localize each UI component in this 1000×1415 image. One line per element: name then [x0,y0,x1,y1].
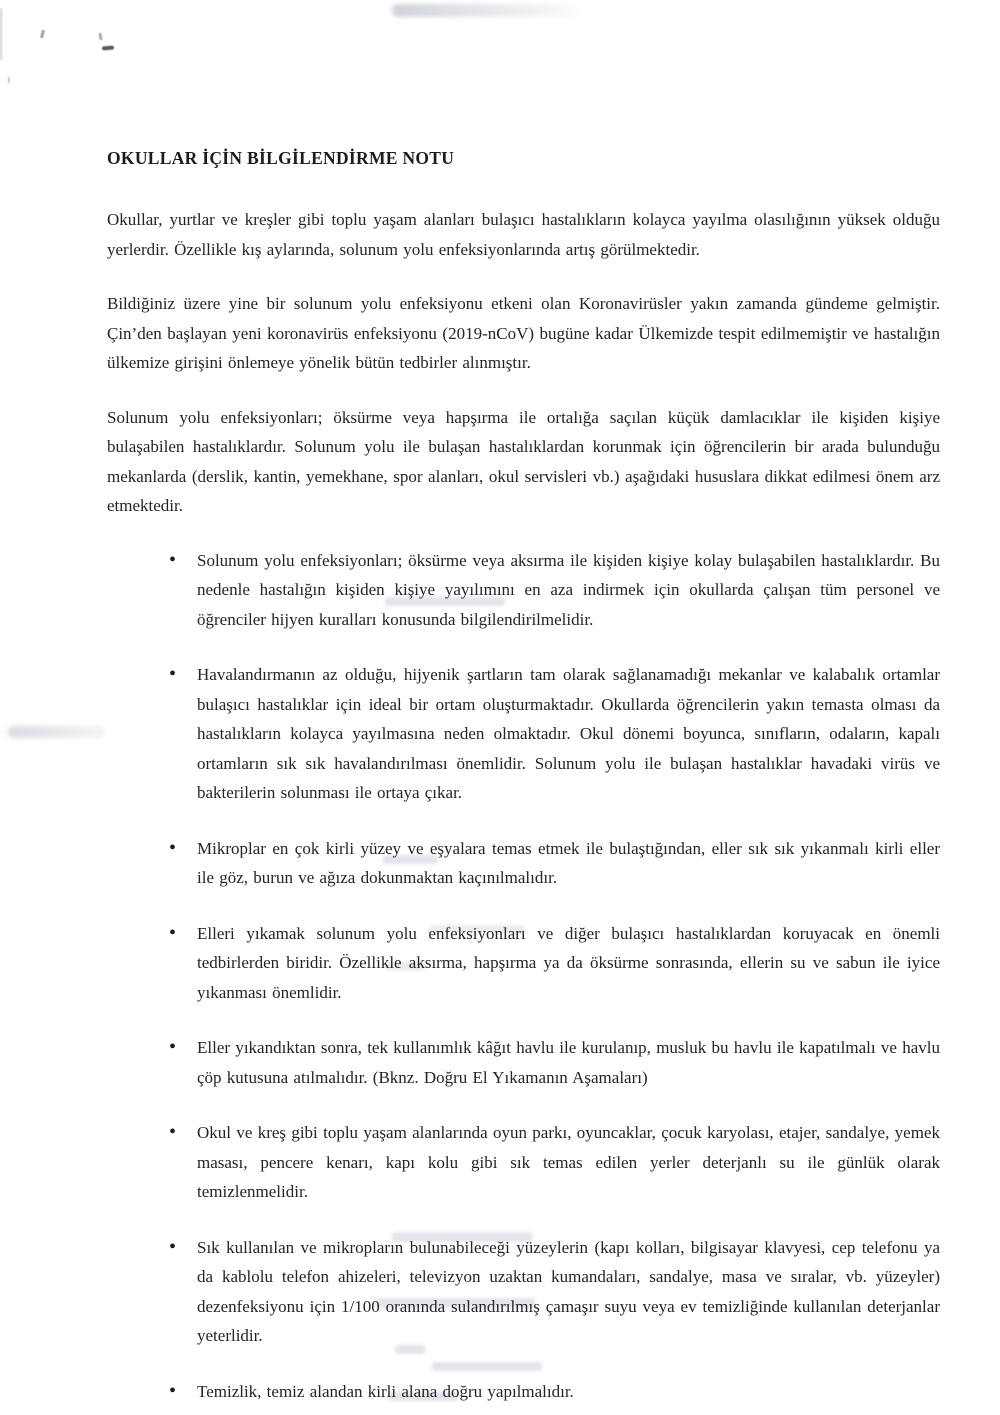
bullet-item: • Eller yıkandıktan sonra, tek kullanımlık kâğıt havlu ile kurulanıp, musluk bu havlu ile kapatılmalı ve havlu çöp kutusuna atılmalıdır. (Bknz. Doğru El Yıkamanın Aşamaları) [197,1033,940,1092]
paragraph-respiratory: Solunum yolu enfeksiyonları; öksürme veya hapşırma ile ortalığa saçılan küçük damlacıklar ile kişiden kişiye bulaşabilen hastalıklardır. Solunum yolu ile bulaşan hastalıklardan korunmak için öğrencilerin bir arada bulunduğu mekanlarda (derslik, kantin, yemekhane, spor alanları, okul servisleri vb.) aşağıdaki hususlara dikkat edilmesi önem arz etmektedir. [107,407,940,515]
bullet-list [107,546,940,1407]
paragraph-coronavirus: Bildiğiniz üzere yine bir solunum yolu enfeksiyonu etkeni olan Koronavirüsler yakın zamanda gündeme gelmiştir. Çin’den başlayan yeni koronavirüs enfeksiyonu (2019-nCoV) bugüne kadar Ülkemizde tespit edilmemiştir ve hastalığın ülkemize girişini önlemeye yönelik bütün tedbirler alınmıştır. [107,294,940,372]
bullet-item: • Sık kullanılan ve mikropların bulunabileceği yüzeylerin (kapı kolları, bilgisayar klavyesi, cep telefonu ya da kablolu telefon ahizeleri, televizyon uzaktan kumandaları, sandalye, masa ve sıralar, vb. yüzeyler) dezenfeksiyonu için 1/100 oranında sulandırılmış çamaşır suyu veya ev temizliğinde kullanılan deterjanlar yeterlidir. [197,1233,940,1351]
bullet-item: • Elleri yıkamak solunum yolu enfeksiyonları ve diğer bulaşıcı hastalıklardan koruyacak en önemli tedbirlerden biridir. Özellikle aksırma, hapşırma ya da öksürme sonrasında, ellerin su ve sabun ile iyice yıkanması önemlidir. [197,919,940,1008]
document-title: OKULLAR İÇİN BİLGİLENDİRME NOTU [107,148,455,168]
paragraph-intro: Okullar, yurtlar ve kreşler gibi toplu yaşam alanları bulaşıcı hastalıkların kolayca yayılma olasılığının yüksek olduğu yerlerdir. Özellikle kış aylarında, solunum yolu enfeksiyonlarında artış görülmektedir. [107,210,940,259]
bullet-item: • Mikroplar en çok kirli yüzey ve eşyalara temas etmek ile bulaştığından, eller sık sık yıkanmalı kirli eller ile göz, burun ve ağıza dokunmaktan kaçınılmalıdır. [197,834,940,893]
bullet-item: • Okul ve kreş gibi toplu yaşam alanlarında oyun parkı, oyuncaklar, çocuk karyolası, etajer, sandalye, yemek masası, pencere kenarı, kapı kolu gibi sık temas edilen yerler deterjanlı su ile günlük olarak temizlenmelidir. [197,1118,940,1207]
bullet-item: • Temizlik, temiz alandan kirli alana doğru yapılmalıdır. [197,1377,940,1407]
bullet-item: • Solunum yolu enfeksiyonları; öksürme veya aksırma ile kişiden kişiye kolay bulaşabilen hastalıklardır. Bu nedenle hastalığın kişiden kişiye yayılımını en aza indirmek için okullarda çalışan tüm personel ve öğrenciler hijyen kuralları konusunda bilgilendirilmelidir. [197,546,940,635]
bullet-item: • Havalandırmanın az olduğu, hijyenik şartların tam olarak sağlanamadığı mekanlar ve kalabalık ortamlar bulaşıcı hastalıklar için ideal bir ortam oluşturmaktadır. Okullarda öğrencilerin yakın temasta olması da hastalıkların kolayca yayılmasına neden olmaktadır. Okul dönemi boyunca, sınıfların, odaların, kapalı ortamların sık sık havalandırılması önemlidir. Solunum yolu ile bulaşan hastalıklar havadaki virüs ve bakterilerin solunması ile ortaya çıkar. [197,660,940,808]
